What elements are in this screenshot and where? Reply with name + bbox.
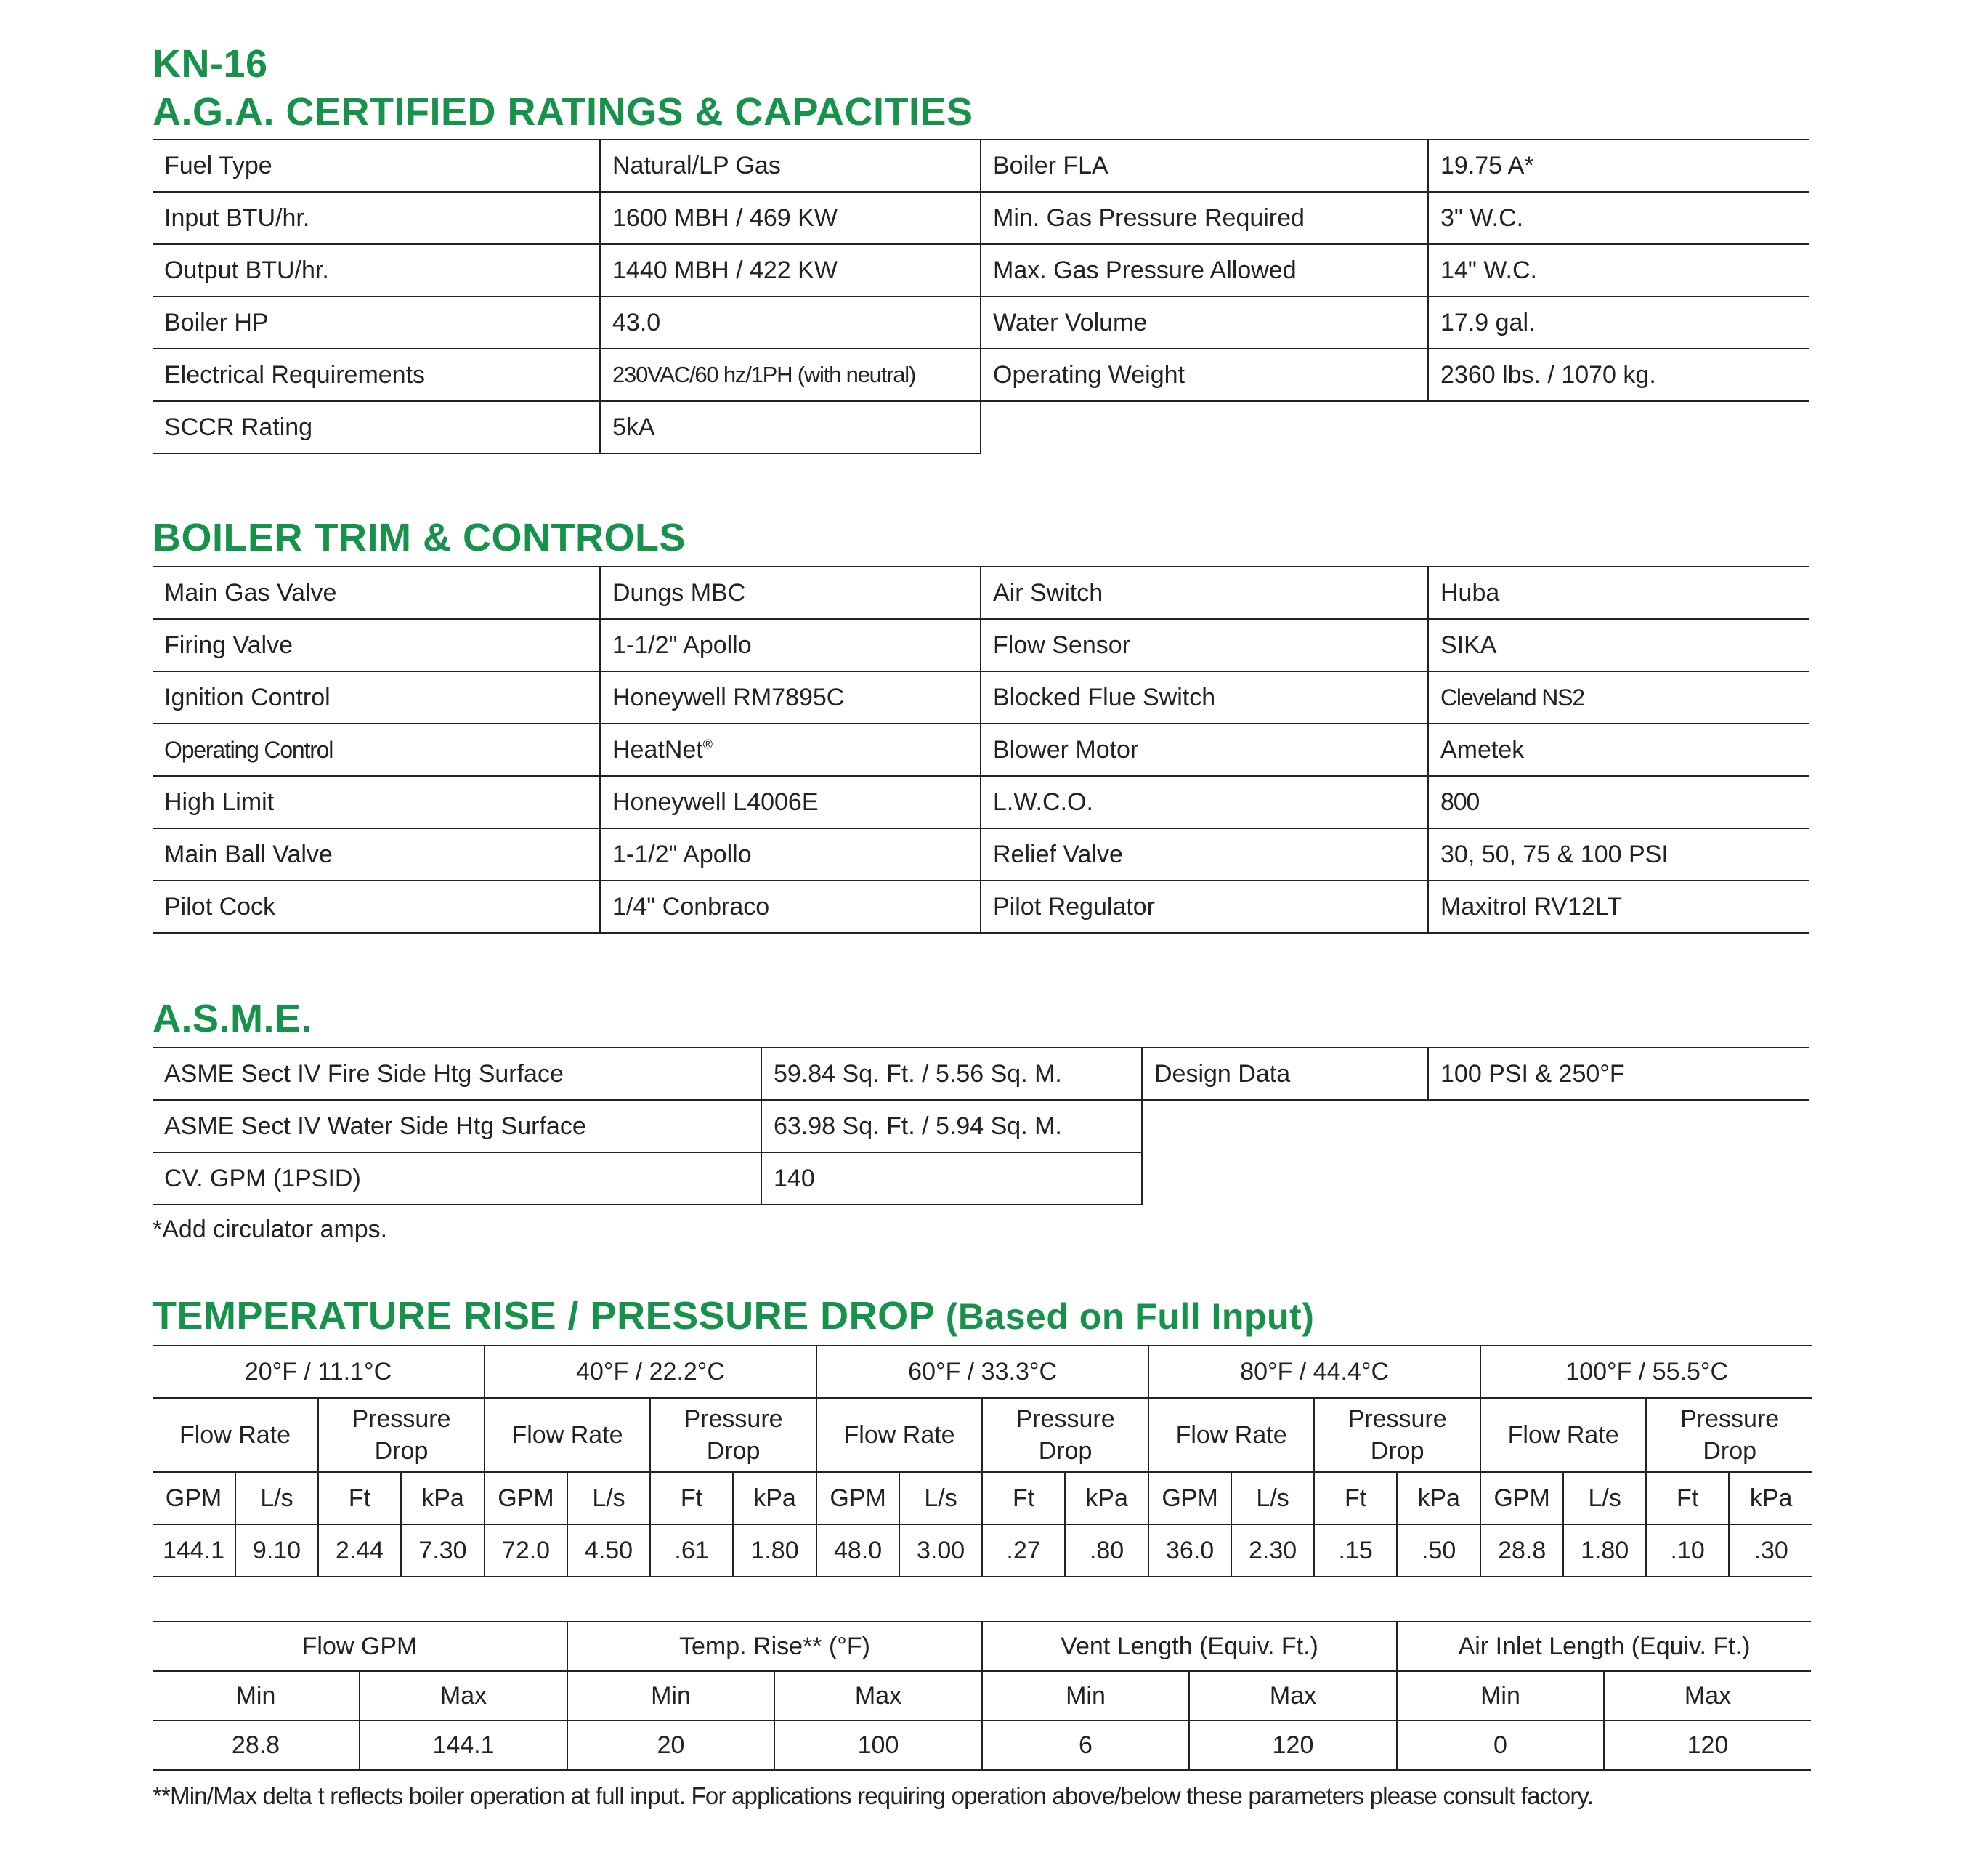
trim-label: Operating Control (153, 724, 600, 776)
heatnet-text: HeatNet (612, 735, 703, 764)
table-row (153, 401, 1809, 453)
unit-cell: Ft (318, 1472, 401, 1524)
value-cell: 4.50 (567, 1524, 650, 1577)
min-label: Min (567, 1671, 774, 1721)
temp-group-header: 100°F / 55.5°C (1480, 1346, 1812, 1398)
aga-value: 43.0 (600, 296, 981, 349)
aga-value: 230VAC/60 hz/1PH (with neutral) (600, 349, 981, 401)
limits-header: Temp. Rise** (°F) (567, 1622, 982, 1671)
asme-value: 100 PSI & 250°F (1428, 1048, 1809, 1100)
trim-value: 1/4" Conbraco (600, 881, 981, 933)
table-row (153, 349, 1809, 401)
trim-value: Huba (1428, 567, 1809, 619)
unit-cell: L/s (1231, 1472, 1314, 1524)
limit-value: 144.1 (360, 1721, 567, 1770)
limit-value: 6 (982, 1721, 1189, 1770)
unit-cell: GPM (485, 1472, 567, 1524)
aga-value: 3" W.C. (1428, 192, 1809, 244)
aga-label: Input BTU/hr. (153, 192, 600, 244)
limits-minmax-row (153, 1671, 1811, 1721)
value-cell: 36.0 (1148, 1524, 1231, 1577)
asme-value: 59.84 Sq. Ft. / 5.56 Sq. M. (761, 1048, 1142, 1100)
unit-cell: GPM (1148, 1472, 1231, 1524)
aga-value: 2360 lbs. / 1070 kg. (1428, 349, 1809, 401)
trim-value: 1-1/2" Apollo (600, 619, 981, 671)
value-cell: .15 (1314, 1524, 1397, 1577)
trim-label: Flow Sensor (981, 619, 1428, 671)
trim-label: Main Gas Valve (153, 567, 600, 619)
aga-value: 14" W.C. (1428, 244, 1809, 296)
unit-cell: L/s (899, 1472, 982, 1524)
unit-cell: GPM (1480, 1472, 1563, 1524)
unit-cell: Ft (650, 1472, 733, 1524)
trim-label: Pilot Regulator (981, 881, 1428, 933)
table-row (153, 140, 1809, 192)
empty-cell (1428, 401, 1809, 453)
aga-label: Max. Gas Pressure Allowed (981, 244, 1428, 296)
trim-label: Main Ball Valve (153, 828, 600, 881)
trim-label: Ignition Control (153, 671, 600, 724)
flow-rate-header: Flow Rate (485, 1398, 650, 1472)
trim-label: Blower Motor (981, 724, 1428, 776)
max-label: Max (1189, 1671, 1397, 1721)
unit-cell: L/s (235, 1472, 318, 1524)
asme-value: 140 (761, 1152, 1142, 1205)
temp-group-header: 60°F / 33.3°C (816, 1346, 1148, 1398)
limit-value: 20 (567, 1721, 774, 1770)
trim-label: Relief Valve (981, 828, 1428, 881)
flow-rate-header: Flow Rate (816, 1398, 982, 1472)
trim-value: 1-1/2" Apollo (600, 828, 981, 881)
table-row (153, 881, 1809, 933)
trim-value (600, 724, 981, 776)
trim-value: Honeywell RM7895C (600, 671, 981, 724)
trim-value: SIKA (1428, 619, 1809, 671)
value-cell: 7.30 (401, 1524, 485, 1577)
trim-label: Air Switch (981, 567, 1428, 619)
temp-group-row (153, 1346, 1812, 1398)
asme-table (153, 1047, 1809, 1205)
value-cell: .50 (1397, 1524, 1480, 1577)
unit-cell: GPM (153, 1472, 235, 1524)
aga-table (153, 139, 1809, 454)
table-row (153, 1100, 1809, 1152)
temp-group-header: 20°F / 11.1°C (153, 1346, 485, 1398)
pressure-drop-header: Pressure Drop (318, 1398, 485, 1472)
pressure-drop-header: Pressure Drop (982, 1398, 1148, 1472)
asme-title: A.S.M.E. (153, 997, 313, 1040)
value-cell: 144.1 (153, 1524, 235, 1577)
unit-cell: kPa (401, 1472, 485, 1524)
trim-value: Honeywell L4006E (600, 776, 981, 828)
aga-label: Boiler FLA (981, 140, 1428, 192)
max-label: Max (1604, 1671, 1811, 1721)
aga-value: 1600 MBH / 469 KW (600, 192, 981, 244)
table-row (153, 192, 1809, 244)
table-row (153, 776, 1809, 828)
pressure-drop-header: Pressure Drop (1314, 1398, 1480, 1472)
flow-rate-header: Flow Rate (153, 1398, 318, 1472)
trim-value: 30, 50, 75 & 100 PSI (1428, 828, 1809, 881)
pressure-drop-header: Pressure Drop (1646, 1398, 1812, 1472)
empty-cell (1428, 1152, 1809, 1205)
flow-rate-header: Flow Rate (1480, 1398, 1646, 1472)
limits-footnote: **Min/Max delta t reflects boiler operation at full input. For applications requiring operation above/below these parameters please consult factory. (153, 1782, 1594, 1809)
table-row (153, 1048, 1809, 1100)
value-cell: 28.8 (1480, 1524, 1563, 1577)
value-cell: .80 (1065, 1524, 1148, 1577)
unit-cell: L/s (1563, 1472, 1646, 1524)
aga-title: A.G.A. CERTIFIED RATINGS & CAPACITIES (153, 90, 973, 134)
temp-subheader-row (153, 1398, 1812, 1472)
aga-label: SCCR Rating (153, 401, 600, 453)
aga-label: Operating Weight (981, 349, 1428, 401)
table-row (153, 671, 1809, 724)
table-row (153, 567, 1809, 619)
value-cell: 72.0 (485, 1524, 567, 1577)
limits-table (153, 1621, 1811, 1771)
aga-label: Output BTU/hr. (153, 244, 600, 296)
unit-cell: Ft (982, 1472, 1065, 1524)
value-cell: .30 (1729, 1524, 1812, 1577)
temp-title (153, 1292, 1809, 1341)
min-label: Min (982, 1671, 1189, 1721)
limits-header-row (153, 1622, 1811, 1671)
trim-value: 800 (1428, 776, 1809, 828)
unit-cell: Ft (1314, 1472, 1397, 1524)
limits-header: Flow GPM (153, 1622, 567, 1671)
limit-value: 100 (774, 1721, 982, 1770)
aga-label: Water Volume (981, 296, 1428, 349)
table-row (153, 296, 1809, 349)
limits-header: Air Inlet Length (Equiv. Ft.) (1397, 1622, 1811, 1671)
min-label: Min (153, 1671, 360, 1721)
trim-value: Ametek (1428, 724, 1809, 776)
value-cell: .10 (1646, 1524, 1729, 1577)
empty-cell (1428, 1100, 1809, 1152)
value-cell: 2.30 (1231, 1524, 1314, 1577)
table-row (153, 724, 1809, 776)
temp-title-main: TEMPERATURE RISE / PRESSURE DROP (153, 1294, 935, 1338)
table-row (153, 828, 1809, 881)
asme-label: ASME Sect IV Fire Side Htg Surface (153, 1048, 761, 1100)
unit-cell: kPa (733, 1472, 816, 1524)
aga-label: Min. Gas Pressure Required (981, 192, 1428, 244)
max-label: Max (774, 1671, 982, 1721)
value-cell: 3.00 (899, 1524, 982, 1577)
limit-value: 0 (1397, 1721, 1604, 1770)
temp-values-row (153, 1524, 1812, 1577)
aga-value: Natural/LP Gas (600, 140, 981, 192)
model-title: KN-16 (153, 42, 268, 86)
empty-cell (1142, 1100, 1428, 1152)
temp-group-header: 40°F / 22.2°C (485, 1346, 816, 1398)
asme-footnote: *Add circulator amps. (153, 1216, 388, 1243)
aga-value: 19.75 A* (1428, 140, 1809, 192)
limits-header: Vent Length (Equiv. Ft.) (982, 1622, 1397, 1671)
aga-label: Electrical Requirements (153, 349, 600, 401)
table-row (153, 244, 1809, 296)
pressure-drop-header: Pressure Drop (650, 1398, 816, 1472)
table-row (153, 619, 1809, 671)
trim-table (153, 566, 1809, 934)
trim-label: L.W.C.O. (981, 776, 1428, 828)
value-cell: 2.44 (318, 1524, 401, 1577)
trim-value: Cleveland NS2 (1428, 671, 1809, 724)
asme-label: ASME Sect IV Water Side Htg Surface (153, 1100, 761, 1152)
value-cell: 9.10 (235, 1524, 318, 1577)
limits-values-row (153, 1721, 1811, 1770)
unit-cell: GPM (816, 1472, 899, 1524)
value-cell: .61 (650, 1524, 733, 1577)
temp-table (153, 1345, 1812, 1577)
empty-cell (1142, 1152, 1428, 1205)
asme-label: CV. GPM (1PSID) (153, 1152, 761, 1205)
aga-label: Boiler HP (153, 296, 600, 349)
unit-cell: Ft (1646, 1472, 1729, 1524)
table-row (153, 1152, 1809, 1205)
limit-value: 120 (1604, 1721, 1811, 1770)
aga-label: Fuel Type (153, 140, 600, 192)
registered-mark: ® (702, 737, 713, 752)
min-label: Min (1397, 1671, 1604, 1721)
temp-group-header: 80°F / 44.4°C (1148, 1346, 1480, 1398)
aga-value: 17.9 gal. (1428, 296, 1809, 349)
trim-label: Firing Valve (153, 619, 600, 671)
trim-label: High Limit (153, 776, 600, 828)
aga-value: 1440 MBH / 422 KW (600, 244, 981, 296)
trim-value: Maxitrol RV12LT (1428, 881, 1809, 933)
aga-value: 5kA (600, 401, 981, 453)
unit-cell: kPa (1397, 1472, 1480, 1524)
empty-cell (981, 401, 1428, 453)
trim-title: BOILER TRIM & CONTROLS (153, 516, 686, 559)
unit-cell: kPa (1065, 1472, 1148, 1524)
limit-value: 120 (1189, 1721, 1397, 1770)
asme-label: Design Data (1142, 1048, 1428, 1100)
trim-value: Dungs MBC (600, 567, 981, 619)
value-cell: 1.80 (733, 1524, 816, 1577)
value-cell: 48.0 (816, 1524, 899, 1577)
temp-units-row (153, 1472, 1812, 1524)
flow-rate-header: Flow Rate (1148, 1398, 1314, 1472)
asme-value: 63.98 Sq. Ft. / 5.94 Sq. M. (761, 1100, 1142, 1152)
value-cell: 1.80 (1563, 1524, 1646, 1577)
max-label: Max (360, 1671, 567, 1721)
unit-cell: L/s (567, 1472, 650, 1524)
trim-label: Blocked Flue Switch (981, 671, 1428, 724)
spec-sheet (153, 40, 1809, 1810)
temp-title-sub: (Based on Full Input) (945, 1296, 1315, 1337)
unit-cell: kPa (1729, 1472, 1812, 1524)
trim-label: Pilot Cock (153, 881, 600, 933)
limit-value: 28.8 (153, 1721, 360, 1770)
value-cell: .27 (982, 1524, 1065, 1577)
